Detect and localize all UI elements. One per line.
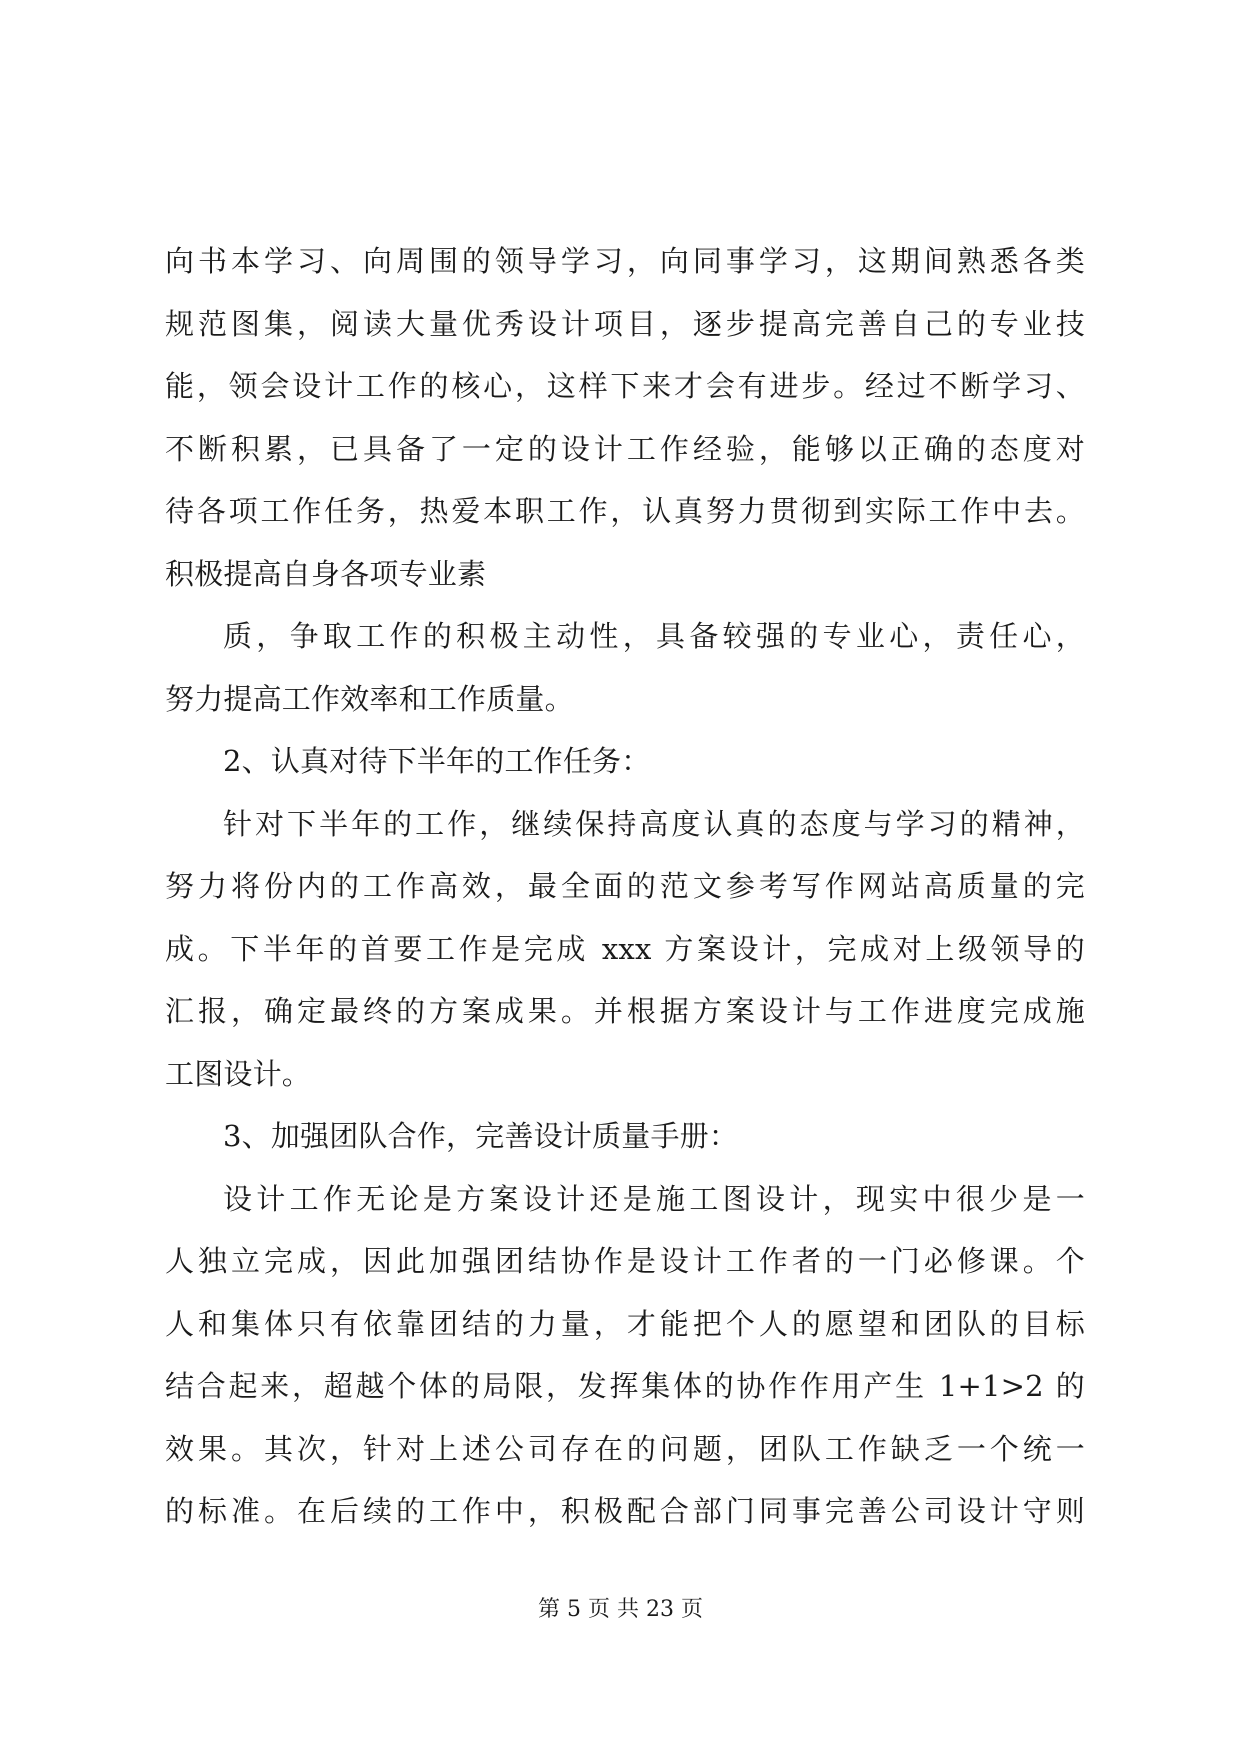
text-line: 工图设计。	[165, 1056, 312, 1091]
text-line: 能，领会设计工作的核心，这样下来才会有进步。经过不断学习、	[165, 369, 1085, 403]
text-line: 人和集体只有依靠团结的力量，才能把个人的愿望和团队的目标	[165, 1306, 1085, 1341]
text-line: 人独立完成，因此加强团结协作是设计工作者的一门必修课。个	[165, 1244, 1085, 1278]
text-line: 向书本学习、向周围的领导学习，向同事学习，这期间熟悉各类	[165, 244, 1085, 278]
paragraph-first-line: 设计工作无论是方案设计还是施工图设计，现实中很少是一	[223, 1181, 1085, 1216]
paragraph-first-line: 针对下半年的工作，继续保持高度认真的态度与学习的精神，	[223, 806, 1085, 841]
page-number-footer: 第 5 页 共 23 页	[538, 1597, 703, 1622]
text-line: 成。下半年的首要工作是完成 xxx 方案设计，完成对上级领导的	[165, 931, 1085, 966]
text-line: 汇报，确定最终的方案成果。并根据方案设计与工作进度完成施	[165, 994, 1085, 1028]
text-line: 不断积累，已具备了一定的设计工作经验，能够以正确的态度对	[165, 431, 1085, 466]
text-line: 积极提高自身各项专业素	[165, 556, 487, 591]
text-line: 效果。其次，针对上述公司存在的问题，团队工作缺乏一个统一	[165, 1431, 1085, 1466]
section-heading: 2、认真对待下半年的工作任务：	[223, 744, 651, 778]
paragraph-first-line: 质，争取工作的积极主动性，具备较强的专业心，责任心，	[223, 619, 1085, 653]
text-line: 的标准。在后续的工作中，积极配合部门同事完善公司设计守则	[165, 1494, 1085, 1528]
section-heading: 3、加强团队合作，完善设计质量手册：	[223, 1119, 739, 1153]
text-line: 结合起来，超越个体的局限，发挥集体的协作作用产生 1+1>2 的	[165, 1369, 1085, 1403]
text-line: 规范图集，阅读大量优秀设计项目，逐步提高完善自己的专业技	[165, 306, 1085, 341]
text-line: 努力提高工作效率和工作质量。	[165, 681, 574, 716]
document-body	[165, 230, 1085, 1543]
text-line: 努力将份内的工作高效，最全面的范文参考写作网站高质量的完	[165, 869, 1085, 903]
text-line: 待各项工作任务，热爱本职工作，认真努力贯彻到实际工作中去。	[165, 494, 1085, 528]
